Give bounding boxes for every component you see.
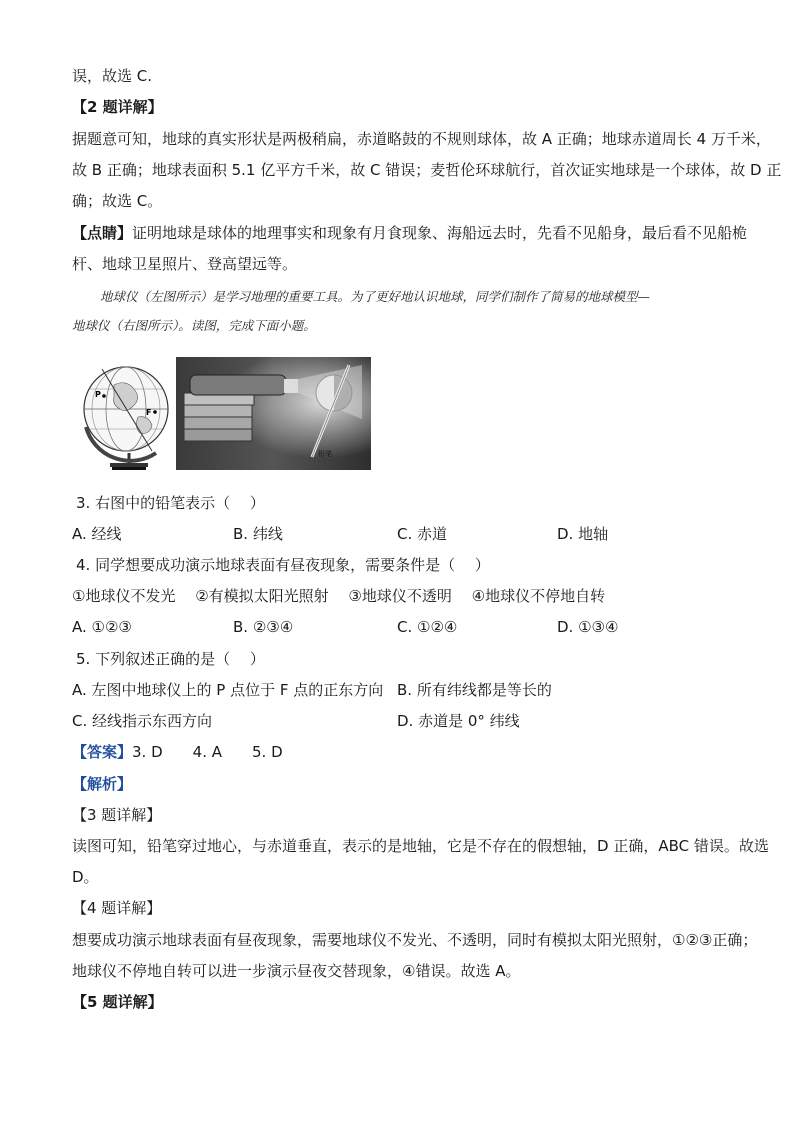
text-line: D。 [72, 868, 99, 886]
section-heading: 【3 题详解】 [72, 806, 162, 824]
text-line: 想要成功演示地球表面有昼夜现象，需要地球仪不发光、不透明，同时有模拟太阳光照射，①②③正确； [72, 931, 758, 949]
figure [72, 357, 372, 472]
section-heading: 【5 题详解】 [72, 993, 163, 1011]
globe-figure [72, 357, 372, 472]
option-5d: D. 赤道是 0° 纬线 [397, 712, 520, 730]
question-5: 5. 下列叙述正确的是（ ） [76, 650, 265, 668]
option-4c: C. ①②④ [397, 618, 458, 636]
option-3a: A. 经线 [72, 525, 122, 543]
model-photo [176, 357, 371, 470]
option-5a: A. 左图中地球仪上的 P 点位于 F 点的正东方向 [72, 681, 384, 699]
question-4-conditions: ①地球仪不发光 ②有模拟太阳光照射 ③地球仪不透明 ④地球仪不停地自转 [72, 587, 606, 605]
pencil-label: 铅笔 [318, 450, 332, 458]
text-line: 确；故选 C。 [72, 192, 163, 210]
dianjing-line [72, 223, 747, 243]
option-3b: B. 纬线 [233, 525, 283, 543]
answer-values: 3. D 4. A 5. D [132, 743, 283, 761]
option-5c: C. 经线指示东西方向 [72, 712, 213, 730]
question-4: 4. 同学想要成功演示地球表面有昼夜现象，需要条件是（ ） [76, 556, 490, 574]
option-4d: D. ①③④ [557, 618, 619, 636]
text-line: 误，故选 C. [72, 67, 153, 85]
text-line: 故 B 正确；地球表面积 5.1 亿平方千米，故 C 错误；麦哲伦环球航行，首次证实地球是一个球体，故 D 正 [72, 161, 782, 179]
option-5b: B. 所有纬线都是等长的 [397, 681, 552, 699]
dianjing-label: 【点睛】 [72, 224, 133, 242]
option-4a: A. ①②③ [72, 618, 132, 636]
passage-line: 地球仪（左图所示）是学习地理的重要工具。为了更好地认识地球，同学们制作了简易的地球模型— [100, 289, 651, 304]
section-heading: 【2 题详解】 [72, 98, 163, 116]
passage-line: 地球仪（右图所示）。读图，完成下面小题。 [72, 318, 316, 333]
option-3c: C. 赤道 [397, 525, 448, 543]
globe-drawing [84, 367, 168, 470]
text-line: 据题意可知，地球的真实形状是两极稍扁，赤道略鼓的不规则球体，故 A 正确；地球赤道周长 4 万千米， [72, 130, 771, 148]
answer-label: 【答案】 [72, 743, 133, 761]
dianjing-text: 证明地球是球体的地理事实和现象有月食现象、海船远去时，先看不见船身，最后看不见船桅 [132, 224, 748, 242]
text-line: 读图可知，铅笔穿过地心，与赤道垂直，表示的是地轴，它是不存在的假想轴，D 正确，ABC 错误。故选 [72, 837, 769, 855]
question-3: 3. 右图中的铅笔表示（ ） [76, 494, 265, 512]
answer-line [72, 742, 283, 762]
analysis-label: 【解析】 [72, 775, 133, 793]
globe-label-f: F [146, 408, 152, 417]
option-3d: D. 地轴 [557, 525, 609, 543]
globe-label-p: P [95, 390, 101, 399]
section-heading: 【4 题详解】 [72, 899, 162, 917]
option-4b: B. ②③④ [233, 618, 294, 636]
text-line: 杆、地球卫星照片、登高望远等。 [72, 255, 298, 273]
text-line: 地球仪不停地自转可以进一步演示昼夜交替现象，④错误。故选 A。 [72, 962, 521, 980]
